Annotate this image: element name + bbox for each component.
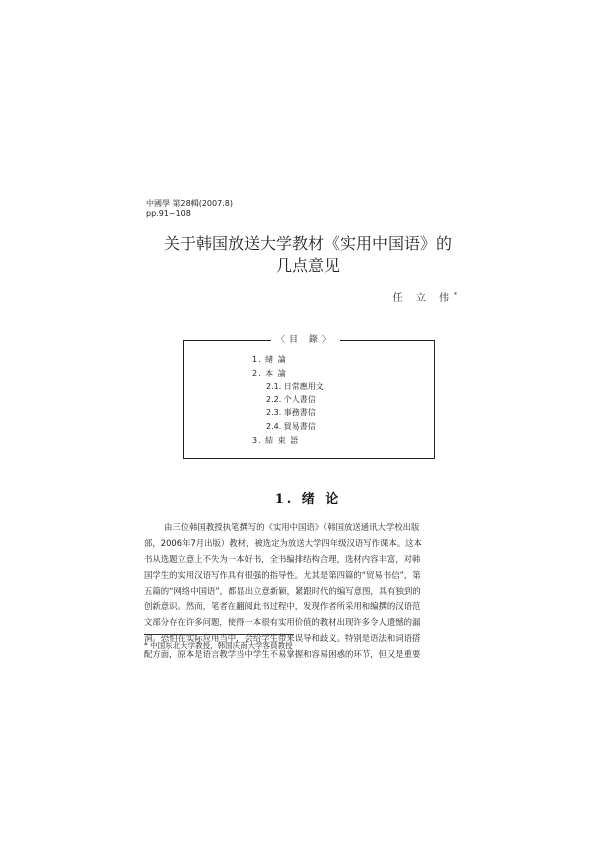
author-name: 任 立 伟 (392, 293, 454, 304)
toc-item-main-body: 2. 本 論 (252, 369, 287, 378)
page-range: pp.91~108 (146, 209, 191, 218)
body-line: 配方面，原本是语言教学当中学生不易掌握和容易困惑的环节，但又是重要 (144, 649, 421, 660)
toc-item-daily-writing: 2.1. 日常應用文 (266, 382, 324, 391)
body-line: 文部分存在许多问题，使得一本很有实用价值的教材出现许多令人遗憾的漏 (144, 617, 421, 628)
journal-header (146, 199, 233, 219)
toc-item-personal-letters: 2.2. 个人書信 (266, 395, 316, 404)
title-line-1: 关于韩国放送大学教材《实用中国语》的 (163, 234, 452, 253)
body-line: 国学生的实用汉语写作具有很强的指导性。尤其是第四篇的“贸易书信”，第 (144, 569, 421, 580)
footnote-divider (144, 634, 294, 635)
toc-item-conclusion: 3. 結 束 語 (252, 436, 300, 445)
toc-title: 〈目 錄〉 (271, 332, 340, 345)
toc-item-trade-letters: 2.4. 貿易書信 (266, 422, 316, 431)
body-line: 创新意识。然而，笔者在翻阅此书过程中，发现作者所采用和编撰的汉语范 (144, 601, 421, 612)
body-line: 由三位韩国教授执笔撰写的《实用中国语》（韩国放送通讯大学校出版 (164, 522, 420, 532)
paper-title (150, 233, 466, 277)
body-line: 洞。恐怕在实际应用当中，会给学生带来误导和歧义。特别是语法和词语搭 (144, 633, 421, 644)
body-line: 部，2006年7月出版）教材，被选定为放送大学四年级汉语写作课本。这本 (144, 537, 422, 548)
author (393, 289, 457, 304)
body-line: 五篇的“网络中国语”，都显出立意新颖，紧跟时代的编写意图，具有独到的 (144, 585, 421, 596)
title-line-2: 几点意见 (275, 256, 340, 275)
section-heading: 1. 绪 论 (274, 492, 342, 507)
author-footnote: * 中国东北大学教授，韩国庆南大学客員教授 (144, 641, 293, 650)
body-line: 书从选题立意上不失为一本好书，全书编排结构合理，选材内容丰富，对韩 (144, 553, 421, 564)
author-footnote-mark: * (454, 291, 457, 299)
toc-item-introduction: 1. 緖 論 (252, 355, 287, 364)
toc-item-business-letters: 2.3. 事務書信 (266, 408, 316, 417)
journal-info: 中國學 第28輯(2007.8) (146, 199, 233, 208)
